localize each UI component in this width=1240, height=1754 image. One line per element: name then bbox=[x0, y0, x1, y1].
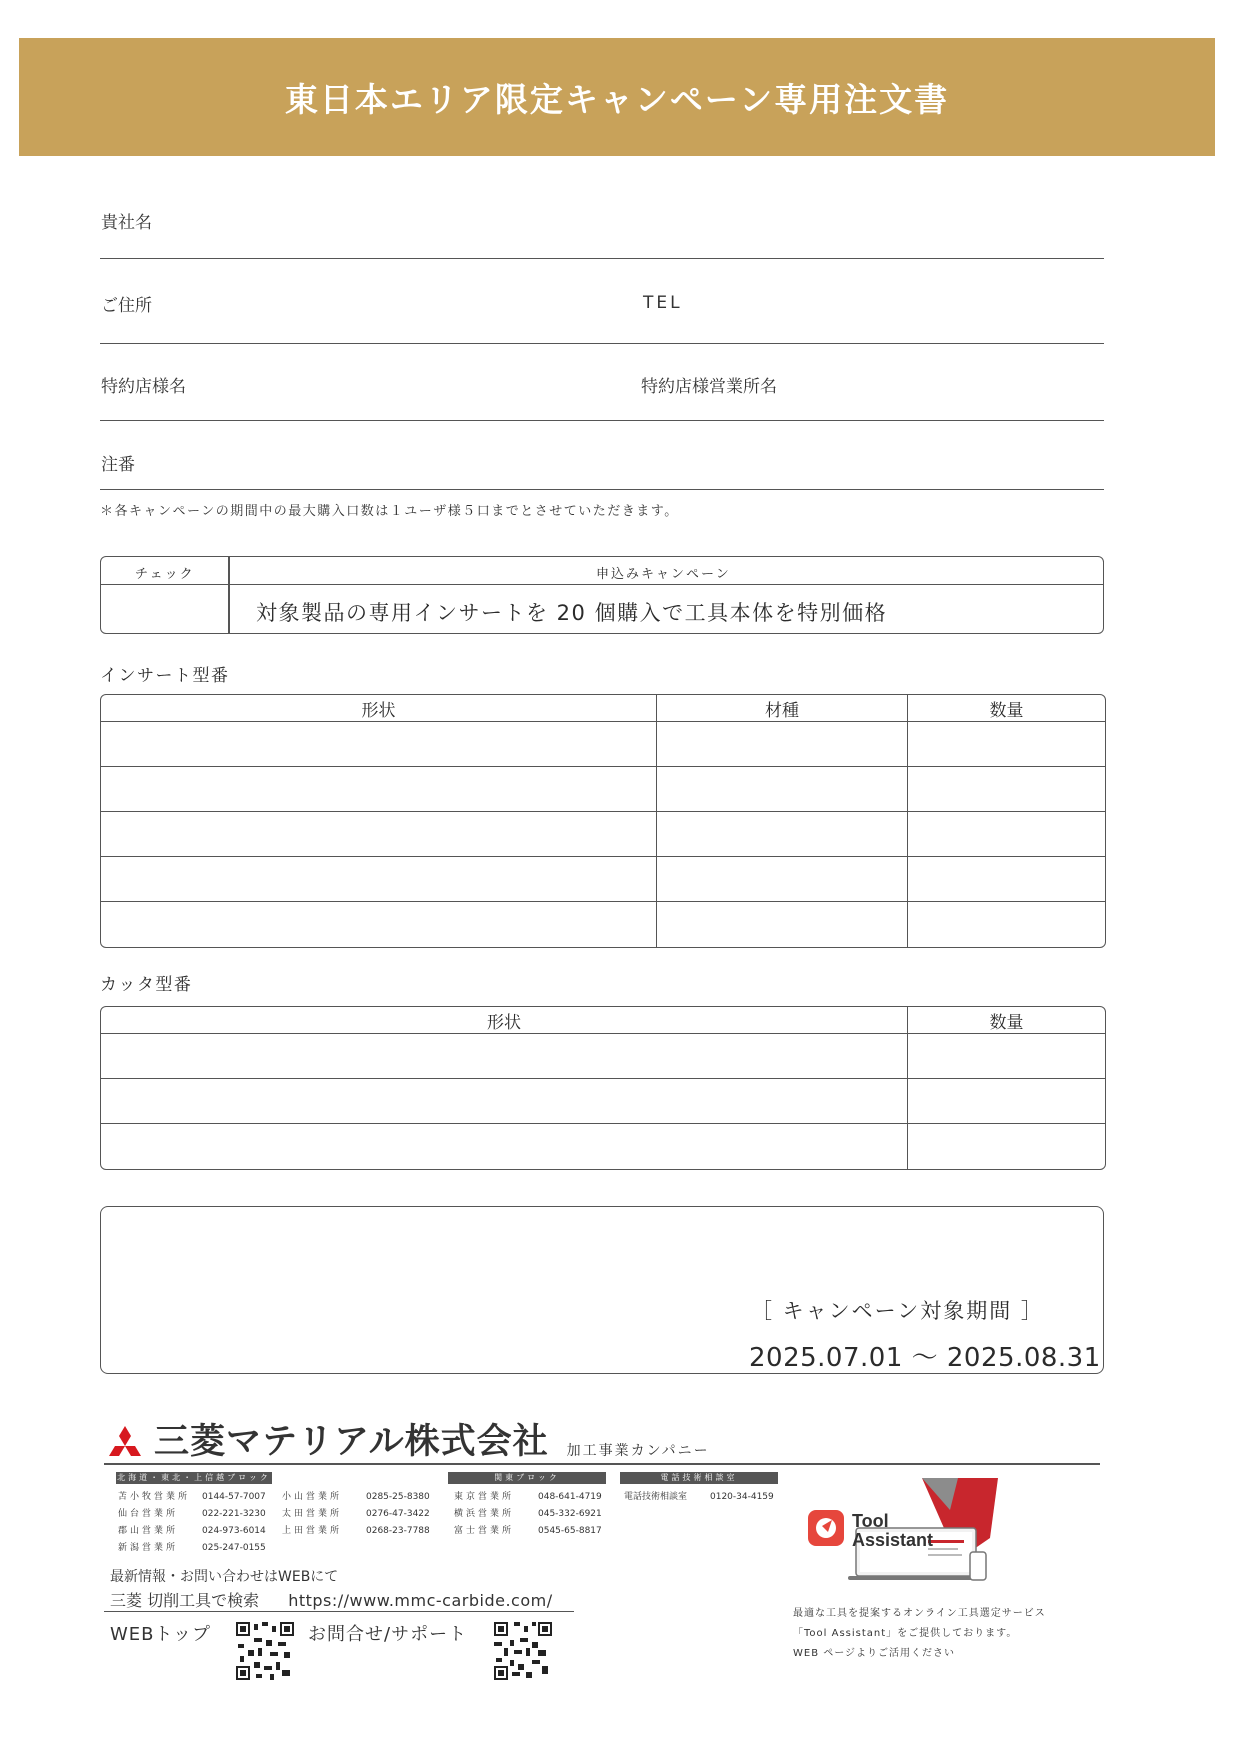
table-row bbox=[101, 902, 1105, 947]
office-entry: 苫小牧営業所 0144-57-7007 bbox=[118, 1492, 266, 1502]
cutter-section-label: カッタ型番 bbox=[100, 975, 193, 995]
grade-cell[interactable] bbox=[657, 902, 908, 947]
grade-cell[interactable] bbox=[657, 722, 908, 767]
cutter-table bbox=[100, 1006, 1106, 1170]
web-search-line bbox=[110, 1588, 553, 1611]
web-underline bbox=[104, 1611, 574, 1612]
qty-cell[interactable] bbox=[908, 767, 1105, 812]
check-header: チェック bbox=[135, 567, 195, 582]
qty-cell[interactable] bbox=[908, 1034, 1105, 1079]
tool-assistant-desc-2: 「Tool Assistant」をご提供しております。 bbox=[793, 1628, 1018, 1639]
tool-assistant-desc-1: 最適な工具を提案するオンライン工具選定サービス bbox=[793, 1608, 1046, 1619]
contact-support-qr-icon[interactable] bbox=[494, 1622, 552, 1680]
insert-table bbox=[100, 694, 1106, 948]
office-entry: 富士営業所 0545-65-8817 bbox=[454, 1526, 602, 1536]
insert-qty-header: 数量 bbox=[908, 695, 1105, 722]
campaign-period-label: ［ キャンペーン対象期間 ］ bbox=[751, 1299, 1044, 1323]
insert-section-label: インサート型番 bbox=[100, 666, 230, 686]
office-entry: 東京営業所 048-641-4719 bbox=[454, 1492, 602, 1502]
dealer-office-label: 特約店様営業所名 bbox=[641, 377, 777, 397]
qty-cell[interactable] bbox=[908, 1079, 1105, 1124]
company-name-label: 貴社名 bbox=[101, 213, 152, 233]
order-no-field[interactable] bbox=[100, 489, 1104, 490]
order-no-label: 注番 bbox=[101, 455, 135, 475]
tool-assistant-logo-line1: Tool bbox=[852, 1511, 889, 1531]
company-division: 加工事業カンパニー bbox=[566, 1443, 710, 1459]
tel-label: TEL bbox=[643, 293, 683, 313]
table-row bbox=[101, 857, 1105, 902]
campaign-table-header bbox=[101, 557, 1103, 585]
qty-cell[interactable] bbox=[908, 1124, 1105, 1169]
campaign-period-dates: 2025.07.01 ～ 2025.08.31 bbox=[749, 1343, 1101, 1373]
office-group-header: 電話技術相談室 bbox=[620, 1472, 778, 1484]
table-row bbox=[101, 722, 1105, 767]
cutter-qty-header: 数量 bbox=[908, 1007, 1105, 1034]
table-row bbox=[101, 1079, 1105, 1124]
office-group-header: 関東ブロック bbox=[448, 1472, 606, 1484]
grade-cell[interactable] bbox=[657, 812, 908, 857]
office-entry: 電話技術相談室 0120-34-4159 bbox=[624, 1492, 774, 1502]
page-title: 東日本エリア限定キャンペーン専用注文書 bbox=[284, 79, 950, 119]
tool-assistant-desc-3: WEB ページよりご活用ください bbox=[793, 1648, 956, 1659]
company-block bbox=[104, 1414, 710, 1464]
shape-cell[interactable] bbox=[101, 722, 657, 767]
website-url[interactable]: https://www.mmc-carbide.com/ bbox=[288, 1591, 553, 1610]
tool-assistant-logo-icon[interactable] bbox=[808, 1478, 998, 1588]
tool-assistant-logo-line2: Assistant bbox=[852, 1530, 934, 1550]
dealer-field[interactable] bbox=[100, 420, 1104, 421]
campaign-column-divider bbox=[228, 557, 230, 633]
office-entry: 仙台営業所 022-221-3230 bbox=[118, 1509, 266, 1519]
footer-divider bbox=[104, 1463, 1100, 1465]
office-entry: 郡山営業所 024-973-6014 bbox=[118, 1526, 266, 1536]
qty-cell[interactable] bbox=[908, 902, 1105, 947]
office-group-header: 北海道・東北・上信越ブロック bbox=[117, 1473, 271, 1482]
address-label: ご住所 bbox=[101, 296, 152, 316]
table-row bbox=[101, 812, 1105, 857]
office-entry: 小山営業所 0285-25-8380 bbox=[282, 1492, 430, 1502]
office-entry: 上田営業所 0268-23-7788 bbox=[282, 1526, 430, 1536]
grade-cell[interactable] bbox=[657, 767, 908, 812]
purchase-limit-notice: ＊各キャンペーンの期間中の最大購入口数は１ユーザ様５口までとさせていただきます。 bbox=[100, 504, 679, 519]
office-entry: 横浜営業所 045-332-6921 bbox=[454, 1509, 602, 1519]
shape-cell[interactable] bbox=[101, 812, 657, 857]
qty-cell[interactable] bbox=[908, 857, 1105, 902]
office-entry: 太田営業所 0276-47-3422 bbox=[282, 1509, 430, 1519]
qty-cell[interactable] bbox=[908, 812, 1105, 857]
cutter-shape-header: 形状 bbox=[101, 1007, 908, 1034]
shape-cell[interactable] bbox=[101, 857, 657, 902]
contact-support-label: お問合せ/サポート bbox=[308, 1624, 468, 1645]
grade-cell[interactable] bbox=[657, 857, 908, 902]
office-entry: 新潟営業所 025-247-0155 bbox=[118, 1543, 266, 1553]
header-banner bbox=[19, 38, 1215, 156]
table-row bbox=[101, 767, 1105, 812]
dealer-label: 特約店様名 bbox=[101, 377, 186, 397]
shape-cell[interactable] bbox=[101, 902, 657, 947]
company-name: 三菱マテリアル株式会社 bbox=[154, 1422, 549, 1462]
three-diamonds-logo-icon bbox=[104, 1426, 146, 1464]
web-top-label: WEBトップ bbox=[110, 1624, 211, 1645]
company-name-field[interactable] bbox=[100, 258, 1104, 259]
web-top-qr-icon[interactable] bbox=[236, 1622, 294, 1680]
campaign-header: 申込みキャンペーン bbox=[596, 567, 731, 582]
web-info-text: 最新情報・お問い合わせはWEBにて bbox=[110, 1569, 339, 1585]
notes-box[interactable] bbox=[100, 1206, 1104, 1374]
qty-cell[interactable] bbox=[908, 722, 1105, 767]
shape-cell[interactable] bbox=[101, 1034, 908, 1079]
address-field[interactable] bbox=[100, 343, 1104, 344]
shape-cell[interactable] bbox=[101, 1079, 908, 1124]
table-row bbox=[101, 1034, 1105, 1079]
campaign-table bbox=[100, 556, 1104, 634]
insert-grade-header: 材種 bbox=[657, 695, 908, 722]
insert-shape-header: 形状 bbox=[101, 695, 657, 722]
search-hint: 三菱 切削工具で検索 bbox=[110, 1591, 260, 1610]
shape-cell[interactable] bbox=[101, 767, 657, 812]
campaign-check-cell[interactable] bbox=[101, 586, 228, 633]
shape-cell[interactable] bbox=[101, 1124, 908, 1169]
table-row bbox=[101, 1124, 1105, 1169]
campaign-description: 対象製品の専用インサートを 20 個購入で工具本体を特別価格 bbox=[256, 601, 888, 625]
